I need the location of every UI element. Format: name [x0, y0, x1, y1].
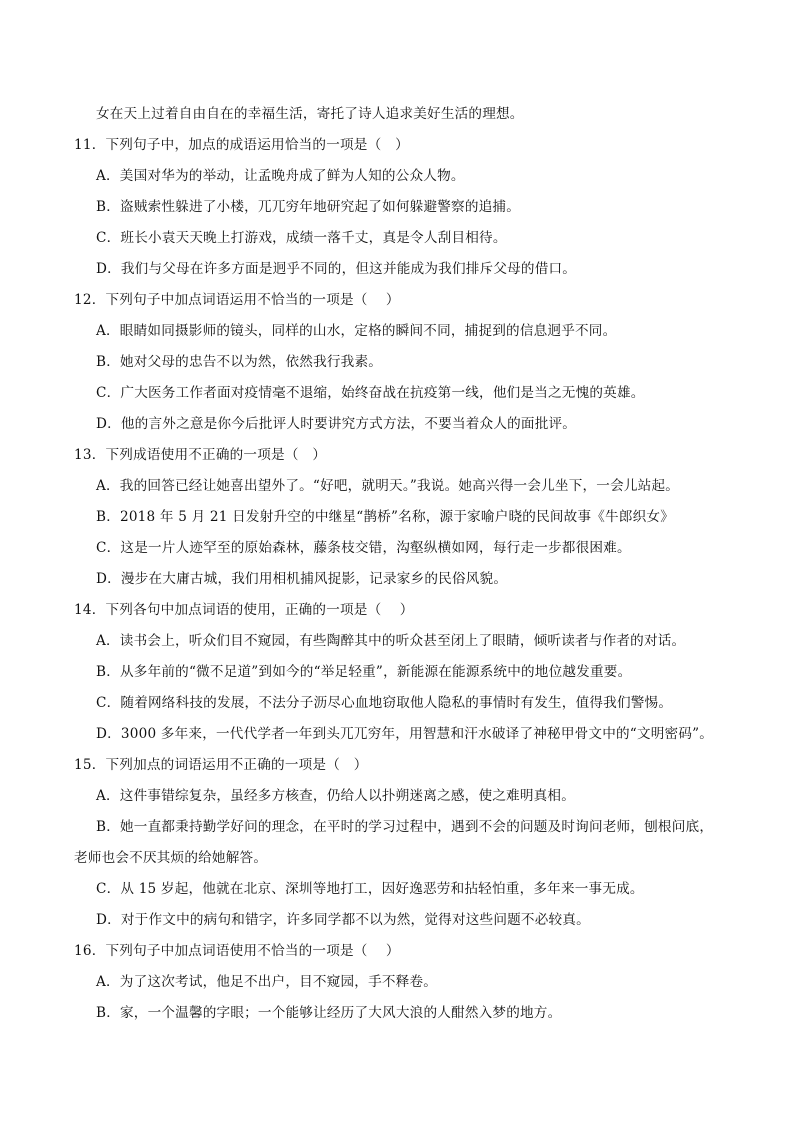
question-14-option-c: C．随着网络科技的发展，不法分子沥尽心血地窃取他人隐私的事情时有发生，值得我们警惕。 [96, 695, 673, 711]
question-15-option-b-continued: 老师也会不厌其烦的给她解答。 [74, 850, 268, 866]
question-13-stem [74, 440, 734, 471]
question-14-option-d: D．3000 多年来，一代代学者一年到头兀兀穷年，用智慧和汗水破译了神秘甲骨文中的“文明密码”。 [96, 726, 714, 742]
question-12-stem [74, 285, 734, 316]
question-12-option-b: B．她对父母的忠告不以为然，依然我行我素。 [96, 354, 383, 370]
question-text: 下列成语使用不正确的一项是（ ） [105, 447, 327, 463]
question-11-stem [74, 130, 734, 161]
question-11-option-a: A．美国对华为的举动，让孟晚舟成了鲜为人知的公众人物。 [96, 168, 465, 184]
question-16-option-a: A．为了这次考试，他足不出户，目不窥园，手不释卷。 [96, 974, 438, 990]
question-number: 13． [74, 447, 106, 463]
question-text: 下列句子中加点词语使用不恰当的一项是（ ） [105, 943, 400, 959]
question-12-option-a: A．眼睛如同摄影师的镜头，同样的山水，定格的瞬间不同，捕捉到的信息迥乎不同。 [96, 323, 617, 339]
question-number: 14． [74, 602, 106, 618]
question-13-option-c: C．这是一片人迹罕至的原始森林，藤条枝交错，沟壑纵横如网，每行走一步都很困难。 [96, 540, 631, 556]
question-11-option-c: C．班长小袁天天晚上打游戏，成绩一落千丈，真是令人刮目相待。 [96, 230, 507, 246]
previous-answer-tail: 女在天上过着自由自在的幸福生活，寄托了诗人追求美好生活的理想。 [96, 106, 524, 122]
question-number: 11． [74, 137, 106, 153]
question-text: 下列各句中加点词语的使用，正确的一项是（ ） [105, 602, 414, 618]
question-13-option-d: D．漫步在大庸古城，我们用相机捕风捉影，记录家乡的民俗风貌。 [96, 571, 508, 587]
question-15-option-d: D．对于作文中的病句和错字，许多同学都不以为然，觉得对这些问题不必较真。 [96, 912, 590, 928]
question-16-option-b: B．家，一个温馨的字眼；一个能够让经历了大风大浪的人酣然入梦的地方。 [96, 1005, 562, 1021]
question-14-option-a: A．读书会上，听众们目不窥园，有些陶醉其中的听众甚至闭上了眼睛，倾听读者与作者的对话。 [96, 633, 686, 649]
question-number: 16． [74, 943, 106, 959]
question-text: 下列句子中，加点的成语运用恰当的一项是（ ） [105, 137, 409, 153]
question-13-option-a: A．我的回答已经让她喜出望外了。“好吧，就明天。”我说。她高兴得一会儿坐下，一会儿站起。 [96, 478, 680, 494]
question-text: 下列句子中加点词语运用不恰当的一项是（ ） [105, 292, 400, 308]
question-15-option-b: B．她一直都秉持勤学好问的理念，在平时的学习过程中，遇到不会的问题及时询问老师，刨根问底， [96, 819, 714, 835]
question-15-option-a: A．这件事错综复杂，虽经多方核查，仍给人以扑朔迷离之感，使之难明真相。 [96, 788, 576, 804]
question-number: 12． [74, 292, 106, 308]
question-text: 下列加点的词语运用不正确的一项是（ ） [105, 757, 368, 773]
question-13-option-b: B．2018 年 5 月 21 日发射升空的中继星“鹊桥”名称，源于家喻户晓的民间故事《牛郎织女》 [96, 509, 675, 525]
question-11-option-d: D．我们与父母在许多方面是迥乎不同的，但这并能成为我们排斥父母的借口。 [96, 261, 577, 277]
question-12-option-c: C．广大医务工作者面对疫情毫不退缩，始终奋战在抗疫第一线，他们是当之无愧的英雄。 [96, 385, 645, 401]
question-12-option-d: D．他的言外之意是你今后批评人时要讲究方式方法，不要当着众人的面批评。 [96, 416, 577, 432]
question-14-option-b: B．从多年前的“微不足道”到如今的“举足轻重”，新能源在能源系统中的地位越发重要。 [96, 664, 632, 680]
question-16-stem [74, 936, 734, 967]
question-15-stem [74, 750, 734, 781]
question-15-option-c: C．从 15 岁起，他就在北京、深圳等地打工，因好逸恶劳和拈轻怕重，多年来一事无成。 [96, 881, 644, 897]
question-list [74, 99, 734, 1029]
question-14-stem [74, 595, 734, 626]
question-number: 15． [74, 757, 106, 773]
question-11-option-b: B．盗贼索性躲进了小楼，兀兀穷年地研究起了如何躲避警察的追捕。 [96, 199, 520, 215]
